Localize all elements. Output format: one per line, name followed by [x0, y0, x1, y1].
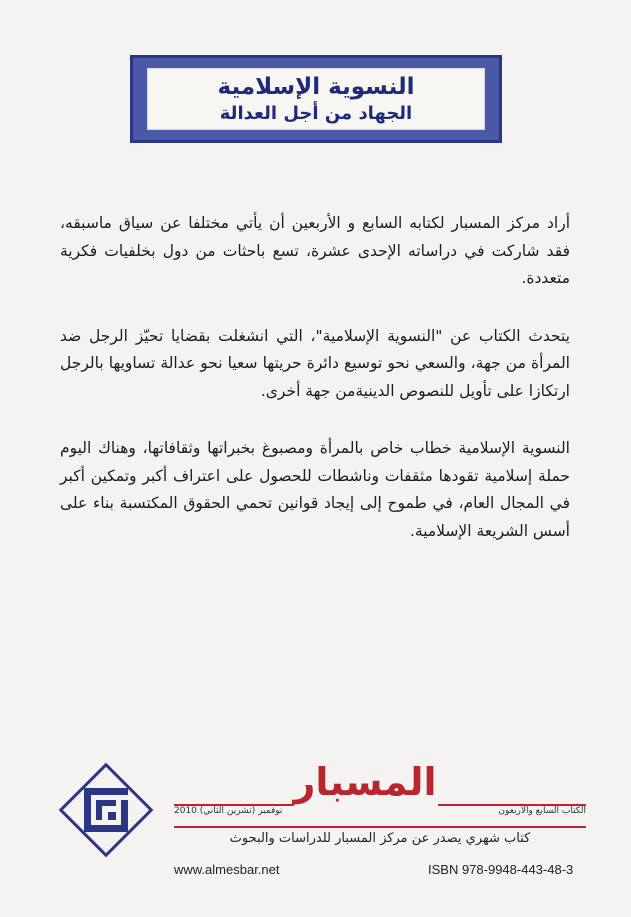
isbn-number: ISBN 978-9948-443-48-3	[428, 862, 574, 877]
blurb-paragraph-2: يتحدث الكتاب عن "النسوية الإسلامية"، التي انشغلت بقضايا تحيّز الرجل ضد المرأة من جهة، والسعي نحو توسيع دائرة حريتها سعيا نحو عدالة تساويها بالرجل ارتكازا على تأويل للنصوص الدينيةمن جهة أخرى.	[60, 326, 570, 400]
blurb-paragraph-1: أراد مركز المسبار لكتابه السابع و الأربعين أن يأتي مختلفا عن سياق ماسبقه، فقد شاركت في دراساته الإحدى عشرة، تسع باحثات من دول بخلفيات فكرية متعددة.	[60, 214, 570, 287]
blurb	[60, 210, 570, 575]
publisher-tagline: كتاب شهري يصدر عن مركز المسبار للدراسات والبحوث	[229, 831, 531, 846]
title-frame	[130, 55, 502, 143]
brand-name: المسبار	[293, 760, 437, 804]
book-subtitle: الجهاد من أجل العدالة	[219, 103, 413, 124]
issue-label: الكتاب السابع والأربعون	[498, 806, 586, 816]
website-url: www.almesbar.net	[174, 862, 280, 877]
issue-date: نوفمبر (تشرين الثاني) 2010	[174, 806, 283, 816]
blurb-paragraph-3: النسوية الإسلامية خطاب خاص بالمرأة ومصبوغ بخبراتها وثقافاتها، وهناك اليوم حملة إسلامية تقودها مثقفات وناشطات للحصول على اعتراف أكبر وتمكين أكبر في المجال العام، في طموح إلى إيجاد قوانين تحمي الحقوق المكتسبة بناء على أسس الشريعة الإسلامية.	[60, 439, 570, 540]
almesbar-logo	[56, 760, 156, 860]
book-title: النسوية الإسلامية	[217, 74, 415, 100]
title-panel	[147, 68, 485, 130]
